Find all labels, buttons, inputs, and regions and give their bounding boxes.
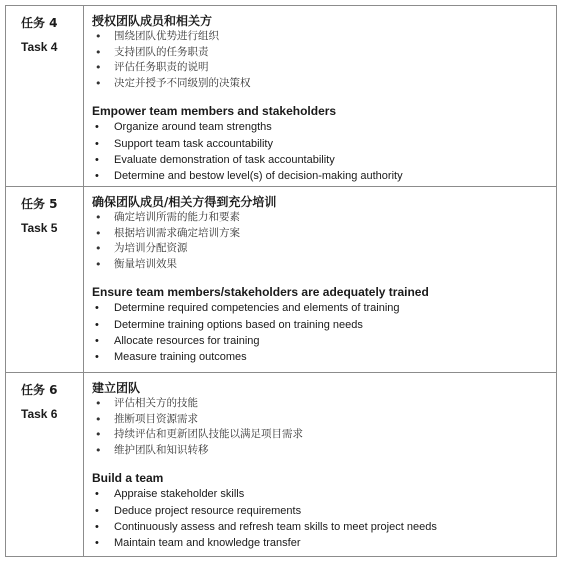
- list-item: • 评估任务职责的说明: [92, 60, 550, 76]
- list-item: • Deduce project resource requirements: [92, 503, 550, 519]
- list-item: • Determine training options based on training needs: [92, 317, 550, 333]
- task-row-6: [6, 372, 556, 556]
- task-label-en: Task 5: [21, 221, 58, 235]
- list-item: • Appraise stakeholder skills: [92, 486, 550, 502]
- task-items-en: [92, 300, 550, 365]
- list-item: • 支持团队的任务职责: [92, 45, 550, 61]
- list-item: • Determine and bestow level(s) of decision-making authority: [92, 168, 550, 184]
- task-label-zh: 任务 4: [21, 16, 58, 30]
- list-item: • Allocate resources for training: [92, 333, 550, 349]
- task-title-en: Empower team members and stakeholders: [92, 104, 337, 119]
- task-items-en: [92, 486, 550, 551]
- task-content-cell: [84, 187, 556, 372]
- list-item: • 持续评估和更新团队技能以满足项目需求: [92, 427, 550, 443]
- list-item: • 推断项目资源需求: [92, 412, 550, 428]
- task-items-zh: [92, 29, 550, 91]
- task-items-zh: [92, 210, 550, 272]
- task-items-en: [92, 119, 550, 184]
- task-table: [5, 5, 557, 557]
- task-title-zh: 建立团队: [92, 381, 141, 395]
- task-label-zh: 任务 5: [21, 197, 58, 211]
- task-row-4: [6, 6, 556, 186]
- list-item: • 为培训分配资源: [92, 241, 550, 257]
- list-item: • Measure training outcomes: [92, 349, 550, 365]
- task-label-zh: 任务 6: [21, 383, 58, 397]
- task-items-zh: [92, 396, 550, 458]
- list-item: • Determine required competencies and elements of training: [92, 300, 550, 316]
- task-label-en: Task 6: [21, 407, 58, 421]
- list-item: • Maintain team and knowledge transfer: [92, 535, 550, 551]
- task-label-cell: [6, 373, 84, 556]
- list-item: • 确定培训所需的能力和要素: [92, 210, 550, 226]
- task-title-zh: 授权团队成员和相关方: [92, 14, 213, 28]
- task-label-cell: [6, 187, 84, 372]
- task-title-en: Ensure team members/stakeholders are adequately trained: [92, 285, 429, 300]
- task-label-cell: [6, 6, 84, 186]
- list-item: • 衡量培训效果: [92, 257, 550, 273]
- list-item: • 评估相关方的技能: [92, 396, 550, 412]
- list-item: • Continuously assess and refresh team skills to meet project needs: [92, 519, 550, 535]
- list-item: • Support team task accountability: [92, 136, 550, 152]
- task-content-cell: [84, 6, 556, 186]
- list-item: • 维护团队和知识转移: [92, 443, 550, 459]
- list-item: • Organize around team strengths: [92, 119, 550, 135]
- task-title-en: Build a team: [92, 471, 164, 486]
- task-row-5: [6, 186, 556, 372]
- list-item: • 决定并授予不同级别的决策权: [92, 76, 550, 92]
- list-item: • 根据培训需求确定培训方案: [92, 226, 550, 242]
- task-title-zh: 确保团队成员/相关方得到充分培训: [92, 195, 277, 209]
- list-item: • 围绕团队优势进行组织: [92, 29, 550, 45]
- list-item: • Evaluate demonstration of task accountability: [92, 152, 550, 168]
- task-content-cell: [84, 373, 556, 556]
- task-label-en: Task 4: [21, 40, 58, 54]
